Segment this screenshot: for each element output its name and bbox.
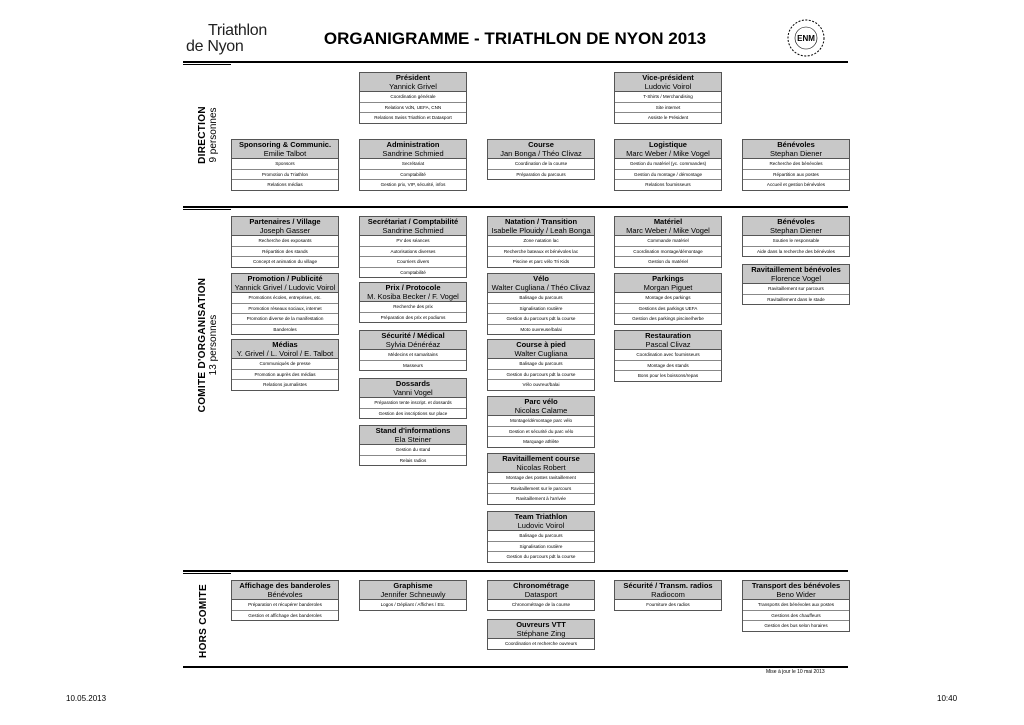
org-box-title: Ravitaillement bénévoles: [751, 265, 841, 274]
org-box: [359, 378, 467, 419]
org-box: [614, 580, 722, 611]
print-time: 10:40: [937, 694, 958, 703]
org-box-task: Ravitaillement à l'arrivée: [516, 496, 566, 501]
org-box-task: Courriers divers: [360, 257, 466, 268]
org-box-task: Relais radios: [399, 457, 427, 463]
org-box-title: Natation / Transition: [504, 217, 578, 226]
org-box-header: [488, 340, 594, 359]
org-box-header: [232, 217, 338, 236]
org-box-title: Ravitaillement course: [502, 454, 580, 463]
org-box: [231, 273, 339, 335]
org-box-person: Isabelle Plouidy / Leah Bonga: [491, 226, 591, 235]
org-box: [487, 453, 595, 505]
org-box-task: Gestion du montage / démontage: [615, 170, 721, 181]
org-box-task: Gestion des bus selon horaires: [764, 623, 828, 628]
org-box-person: Sandrine Schmied: [382, 226, 444, 235]
org-box-header: [488, 512, 594, 531]
org-box-task: Médecins et samaritains: [360, 350, 466, 361]
org-box: [231, 580, 339, 621]
org-box-person: Yannick Grivel: [389, 82, 437, 91]
section-label-comite: [197, 265, 223, 425]
org-box-task: Assiste le Président: [647, 115, 689, 120]
update-note: Mise à jour le 10 mai 2013: [766, 669, 825, 675]
org-box-person: Ludovic Voirol: [517, 521, 565, 530]
org-box-header: [743, 140, 849, 159]
org-box-task: Montage/démontage parc vélo: [488, 416, 594, 427]
org-box-task: Répartition des stands: [232, 247, 338, 258]
section-rule: [183, 209, 231, 210]
org-box-title: Graphisme: [393, 581, 433, 590]
org-box-task: Chronométrage de la course: [511, 602, 571, 607]
org-box-title: Course: [528, 140, 554, 149]
org-box-person: Jennifer Schneuwly: [380, 590, 446, 599]
org-box-task: Site internet: [615, 103, 721, 114]
club-seal-logo: [786, 18, 826, 58]
org-box: [487, 139, 595, 180]
org-box-task: Concept et animation du village: [252, 259, 318, 264]
org-box-task: Gestion des parkings piscine/herbe: [632, 316, 704, 321]
org-box-header: [232, 140, 338, 159]
org-box-task: Relations médias: [267, 182, 303, 187]
org-box-title: Team Triathlon: [514, 512, 568, 521]
org-box-person: Marc Weber / Mike Vogel: [626, 226, 710, 235]
org-box-header: [360, 581, 466, 600]
org-box-task: Autorisations diverses: [360, 247, 466, 258]
org-box-task: Montage des postes ravitaillement: [488, 473, 594, 484]
print-date: 10.05.2013: [66, 694, 107, 703]
org-box-task: Préparation des prix et podiums: [380, 314, 446, 320]
org-box-title: Restauration: [645, 331, 691, 340]
org-box-header: [488, 217, 594, 236]
org-box-task: Balisage du parcours: [488, 531, 594, 542]
org-box-task: Coordination générale: [360, 92, 466, 103]
org-box: [487, 216, 595, 268]
org-box-task: Promotion du Triathlon: [232, 170, 338, 181]
org-box-task: Montage des parkings: [615, 293, 721, 304]
org-box-person: Bénévoles: [267, 590, 303, 599]
org-box-title: Logistique: [649, 140, 687, 149]
org-box-task: Gestion du parcours pdt la course: [488, 314, 594, 325]
org-box-person: Vanni Vogel: [393, 388, 433, 397]
org-box: [614, 72, 722, 124]
org-box-task: Comptabilité: [360, 170, 466, 181]
org-box-header: [615, 73, 721, 92]
org-box-header: [360, 426, 466, 445]
org-box: [742, 580, 850, 632]
org-box-task: Signalisation routière: [488, 542, 594, 553]
org-box-person: Pascal Clivaz: [645, 340, 691, 349]
org-box-task: Moto ouvreuse/balai: [520, 326, 562, 332]
org-box-person: Emilie Talbot: [263, 149, 307, 158]
org-box-person: Walter Cugliana: [514, 349, 568, 358]
org-box-title: Prix / Protocole: [385, 283, 441, 292]
org-box-person: Ludovic Voirol: [644, 82, 692, 91]
org-box-title: Matériel: [653, 217, 683, 226]
org-box-task: Coordination montage/démontage: [615, 247, 721, 258]
org-box: [487, 511, 595, 563]
section-title: DIRECTION: [197, 106, 208, 164]
org-box-task: Aide dans la recherche des bénévoles: [757, 248, 835, 254]
org-box-task: Gestion du parcours pdt la course: [488, 370, 594, 381]
org-box-title: Vice-président: [642, 73, 694, 82]
org-box-header: [743, 265, 849, 284]
org-box-task: Promotion auprès des médias: [232, 370, 338, 381]
org-box-task: Gestions des chauffeurs: [743, 611, 849, 622]
org-box-task: Coordination de la course: [488, 159, 594, 170]
logo-text-line2: de Nyon: [186, 38, 244, 55]
org-box-task: Gestion et sécurité du parc vélo: [488, 427, 594, 438]
org-box-task: Banderoles: [273, 326, 297, 332]
section-label-direction: [197, 85, 223, 185]
org-box-title: Course à pied: [516, 340, 566, 349]
org-box-person: Joseph Gasser: [259, 226, 311, 235]
org-box-title: Dossards: [395, 379, 431, 388]
org-box-person: Stephan Diener: [769, 149, 823, 158]
org-box: [231, 216, 339, 268]
org-box-task: Recherche des exposants: [232, 236, 338, 247]
section-count: 9 personnes: [208, 107, 219, 163]
org-box-task: Gestion du stand: [360, 445, 466, 456]
org-box-task: Comptabilité: [400, 269, 426, 275]
org-box: [359, 139, 467, 191]
org-box-title: Ouvreurs VTT: [516, 620, 566, 629]
org-box-title: Transport des bénévoles: [751, 581, 841, 590]
org-box: [359, 330, 467, 371]
org-box-task: Balisage du parcours: [488, 359, 594, 370]
org-box-task: PV des séances: [360, 236, 466, 247]
page-title: ORGANIGRAMME - TRIATHLON DE NYON 2013: [323, 29, 707, 48]
org-box-person: Jan Bonga / Théo Clivaz: [500, 149, 582, 158]
org-box-task: Sponsors: [232, 159, 338, 170]
org-box-header: [615, 274, 721, 293]
org-box-title: Bénévoles: [777, 140, 815, 149]
section-title: HORS COMITE: [198, 584, 209, 658]
org-box-title: Promotion / Publicité: [247, 274, 323, 283]
org-box-task: Accueil et gestion bénévoles: [766, 182, 826, 187]
org-box-task: Ravitaillement sur le parcours: [488, 484, 594, 495]
org-box-title: Partenaires / Village: [249, 217, 321, 226]
org-box-task: Ravitaillement dans le stade: [767, 296, 825, 302]
org-box-task: Promotion réseaux sociaux, internet: [232, 304, 338, 315]
org-box: [614, 273, 722, 325]
org-box-task: Soutien le responsable: [743, 236, 849, 247]
org-box-header: [488, 140, 594, 159]
org-box-header: [360, 140, 466, 159]
org-box-task: Relations journalistes: [263, 382, 307, 387]
org-box-title: Affichage des banderoles: [239, 581, 331, 590]
org-box-header: [743, 581, 849, 600]
org-box: [359, 425, 467, 466]
org-box-title: Sécurité / Médical: [381, 331, 445, 340]
org-box-header: [488, 274, 594, 293]
org-box-header: [360, 217, 466, 236]
org-box-person: Stéphane Zing: [516, 629, 566, 638]
org-box-person: Florence Vogel: [770, 274, 822, 283]
org-box-task: Recherche bateaux et bénévoles lac: [488, 247, 594, 258]
org-box-title: Bénévoles: [777, 217, 815, 226]
org-box-person: Radiocom: [651, 590, 685, 599]
org-box: [359, 580, 467, 611]
org-box-person: Yannick Grivel / Ludovic Voirol: [234, 283, 336, 292]
triathlon-nyon-logo: [186, 22, 276, 56]
org-box-header: [743, 217, 849, 236]
org-box-header: [232, 340, 338, 359]
org-box-title: Sponsoring & Communic.: [238, 140, 332, 149]
org-box-task: Relations Swiss Triathlon et Datasport: [374, 115, 452, 120]
org-box-person: Stephan Diener: [769, 226, 823, 235]
org-box-person: Walter Cugliana / Théo Clivaz: [491, 283, 591, 292]
org-box-task: Relations fournisseurs: [645, 182, 691, 187]
org-box: [231, 339, 339, 391]
org-box-person: Nicolas Robert: [516, 463, 566, 472]
org-box: [487, 339, 595, 391]
org-box-header: [360, 379, 466, 398]
org-box-task: Promotion diverse de la manifestation: [232, 314, 338, 325]
org-box-task: Gestion et affichage des banderoles: [248, 612, 322, 618]
org-box-task: Montage des stands: [615, 361, 721, 372]
org-box-task: Transports des bénévoles aux postes: [743, 600, 849, 611]
org-box-header: [615, 331, 721, 350]
org-box-task: Piscine et parc vélo Tri Kids: [512, 259, 570, 264]
org-box-task: Recherche des prix: [360, 302, 466, 313]
org-box: [231, 139, 339, 191]
org-box-person: Beno Wider: [776, 590, 816, 599]
org-box-task: Secrétariat: [360, 159, 466, 170]
org-box-task: Recherche des bénévoles: [743, 159, 849, 170]
org-box-header: [232, 274, 338, 293]
org-box-person: Sandrine Schmied: [382, 149, 444, 158]
org-box: [359, 72, 467, 124]
org-box-task: Signalisation routière: [488, 304, 594, 315]
org-box-task: Masseurs: [403, 362, 423, 368]
org-box-header: [615, 217, 721, 236]
org-box-task: Promotions écoles, entreprises, etc.: [232, 293, 338, 304]
org-box-header: [488, 454, 594, 473]
org-box-task: Commande matériel: [615, 236, 721, 247]
org-box-task: Gestion du matériel (yc. commandes): [615, 159, 721, 170]
org-box-person: Ela Steiner: [394, 435, 432, 444]
org-box-task: Coordination et recherche ouvreurs: [504, 641, 577, 646]
org-box-task: Gestion du parcours pdt la course: [506, 554, 576, 559]
org-box-task: Relations VdN, UEFA, CNN: [360, 103, 466, 114]
org-box-person: Y. Grivel / L. Voirol / E. Talbot: [236, 349, 334, 358]
org-box-task: Bons pour les boissons/repas: [637, 373, 699, 378]
section-rule: [183, 573, 231, 574]
org-box-task: Gestions des parkings UEFA: [615, 304, 721, 315]
org-box-task: Marquage athlète: [523, 439, 559, 444]
org-box-title: Administration: [386, 140, 440, 149]
org-box-person: Nicolas Calame: [514, 406, 568, 415]
org-box-header: [360, 283, 466, 302]
org-box-task: Balisage du parcours: [488, 293, 594, 304]
footer-separator: [183, 666, 848, 668]
org-box-task: Préparation et récupérer banderoles: [232, 600, 338, 611]
org-box-task: Zone natation lac: [488, 236, 594, 247]
org-box-title: Chronométrage: [513, 581, 569, 590]
section-label-hors-comite: [198, 576, 212, 666]
org-box: [614, 330, 722, 382]
org-box-task: T-Shirts / Merchandising: [615, 92, 721, 103]
org-box-header: [615, 140, 721, 159]
org-box-task: Coordination avec fournisseurs: [615, 350, 721, 361]
org-box-task: Répartition aux postes: [743, 170, 849, 181]
section-separator-2: [183, 570, 848, 572]
org-box: [742, 264, 850, 305]
org-box-title: Sécurité / Transm. radios: [623, 581, 713, 590]
org-box: [359, 216, 467, 278]
org-box: [487, 396, 595, 448]
org-box-task: Vélo ouvreur/balai: [522, 382, 560, 387]
org-box-title: Parc vélo: [524, 397, 558, 406]
org-box-person: M. Kosiba Becker / F. Vogel: [367, 292, 459, 301]
org-box: [614, 139, 722, 191]
org-box-title: Secrétariat / Comptabilité: [367, 217, 459, 226]
org-box-task: Fourniture des radios: [646, 602, 690, 607]
org-box: [487, 273, 595, 335]
org-box-header: [360, 331, 466, 350]
org-box-person: Marc Weber / Mike Vogel: [626, 149, 710, 158]
org-box-person: Morgan Piguet: [643, 283, 693, 292]
org-box-title: Président: [395, 73, 431, 82]
header-separator: [183, 61, 848, 63]
org-box: [487, 619, 595, 650]
section-separator-1: [183, 206, 848, 208]
org-box-task: Communiqués de presse: [232, 359, 338, 370]
org-box-header: [488, 397, 594, 416]
org-box-title: Parkings: [652, 274, 684, 283]
section-title: COMITE D'ORGANISATION: [197, 277, 208, 413]
org-box-person: Sylvia Dénéréaz: [385, 340, 441, 349]
org-box-task: Ravitaillement sur parcours: [743, 284, 849, 295]
org-box-task: Préparation tente inscript. et dossards: [360, 398, 466, 409]
org-box-task: Gestion prix, VIP, sécurité, infos: [380, 182, 446, 187]
org-box-header: [232, 581, 338, 600]
org-box-person: Datasport: [524, 590, 558, 599]
org-box-title: Vélo: [533, 274, 549, 283]
org-box: [614, 216, 722, 268]
section-rule: [183, 64, 231, 65]
org-box-header: [488, 620, 594, 639]
section-count: 13 personnes: [208, 314, 219, 376]
org-box-task: Gestion des inscriptions sur place: [378, 410, 448, 416]
org-box-header: [360, 73, 466, 92]
org-box-header: [615, 581, 721, 600]
org-box: [359, 282, 467, 323]
org-box-title: Médias: [272, 340, 298, 349]
org-box-title: Stand d'informations: [375, 426, 451, 435]
org-box-task: Gestion du matériel: [648, 259, 688, 264]
org-box: [487, 580, 595, 611]
org-box: [742, 139, 850, 191]
seal-text: ENM: [797, 34, 815, 43]
org-box-task: Logos / Dépliant / Affiches / Etc.: [380, 602, 446, 607]
logo-text-line1: Triathlon: [208, 22, 267, 39]
org-box-task: Préparation du parcours: [516, 171, 566, 177]
org-box: [742, 216, 850, 257]
org-box-header: [488, 581, 594, 600]
